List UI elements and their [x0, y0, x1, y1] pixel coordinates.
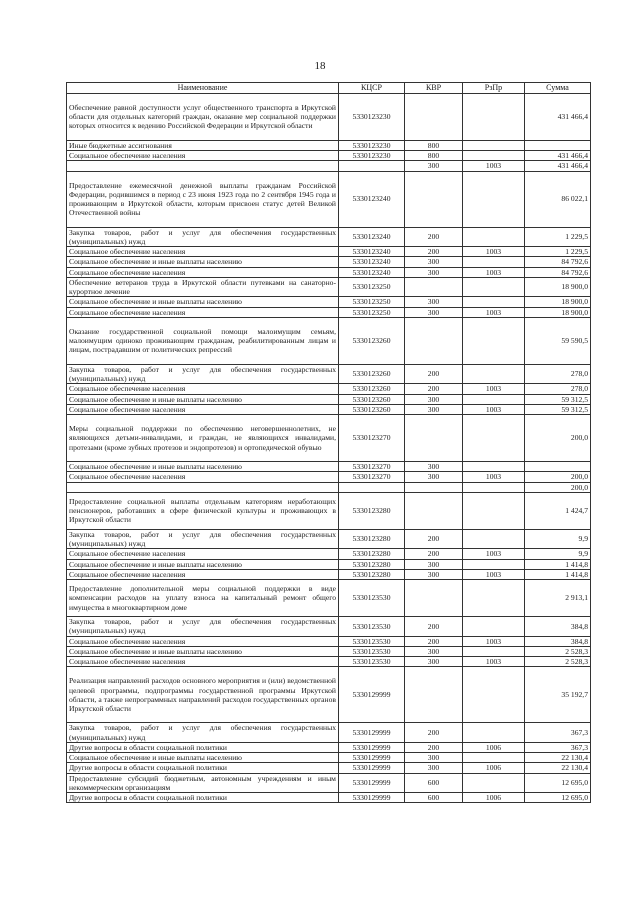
cell-name: Социальное обеспечение населения — [67, 404, 339, 414]
cell-kcsr: 5330123260 — [339, 364, 405, 384]
cell-kvr: 300 — [405, 394, 463, 404]
cell-kvr — [405, 492, 463, 529]
cell-sum: 431 466,4 — [525, 161, 591, 171]
cell-rzpr — [463, 617, 525, 637]
table-row — [67, 492, 591, 529]
cell-name: Закупка товаров, работ и услуг для обеспечения государственных (муниципальных) нужд — [67, 723, 339, 743]
cell-kvr: 300 — [405, 646, 463, 656]
cell-rzpr — [463, 317, 525, 364]
cell-name: Оказание государственной социальной помощи малоимущим семьям, малоимущим одиноко проживающим гражданам, реабилитированным лицам и лицам, пострадавшим от политических репрессий — [67, 317, 339, 364]
table-row — [67, 247, 591, 257]
cell-name: Социальное обеспечение и иные выплаты населению — [67, 257, 339, 267]
cell-rzpr — [463, 492, 525, 529]
cell-sum: 84 792,6 — [525, 267, 591, 277]
cell-kvr: 200 — [405, 636, 463, 646]
cell-rzpr: 1003 — [463, 657, 525, 667]
table-row — [67, 753, 591, 763]
cell-rzpr — [463, 529, 525, 549]
table-row — [67, 559, 591, 569]
cell-kvr: 200 — [405, 617, 463, 637]
cell-sum: 2 913,1 — [525, 580, 591, 617]
cell-name: Закупка товаров, работ и услуг для обеспечения государственных (муниципальных) нужд — [67, 364, 339, 384]
table-row — [67, 462, 591, 472]
cell-kvr: 200 — [405, 247, 463, 257]
cell-name: Социальное обеспечение населения — [67, 267, 339, 277]
cell-kvr — [405, 277, 463, 297]
cell-sum: 2 528,3 — [525, 657, 591, 667]
cell-kvr — [405, 580, 463, 617]
cell-kvr: 300 — [405, 404, 463, 414]
cell-name: Социальное обеспечение и иные выплаты населению — [67, 753, 339, 763]
cell-rzpr — [463, 394, 525, 404]
table-row — [67, 580, 591, 617]
cell-rzpr — [463, 559, 525, 569]
table-row — [67, 763, 591, 773]
cell-name: Иные бюджетные ассигнования — [67, 140, 339, 150]
cell-name: Обеспечение равной доступности услуг общественного транспорта в Иркутской области для отдельных категорий граждан, оказание мер социальной поддержки которых относится к ведению Российской Федерации и Иркутской области — [67, 93, 339, 140]
table-row — [67, 151, 591, 161]
page-number: 18 — [314, 60, 326, 72]
cell-kvr: 300 — [405, 763, 463, 773]
cell-kcsr: 5330123240 — [339, 267, 405, 277]
cell-rzpr: 1003 — [463, 267, 525, 277]
cell-sum: 1 229,5 — [525, 247, 591, 257]
table-row — [67, 277, 591, 297]
cell-kvr: 200 — [405, 227, 463, 247]
cell-sum: 367,3 — [525, 742, 591, 752]
cell-rzpr — [463, 723, 525, 743]
cell-rzpr: 1003 — [463, 549, 525, 559]
table-row — [67, 482, 591, 492]
cell-kvr — [405, 667, 463, 723]
cell-kcsr: 5330123280 — [339, 559, 405, 569]
cell-kcsr: 5330129999 — [339, 723, 405, 743]
cell-rzpr — [463, 227, 525, 247]
cell-kcsr — [339, 161, 405, 171]
cell-rzpr: 1003 — [463, 161, 525, 171]
cell-sum: 384,8 — [525, 636, 591, 646]
cell-kcsr: 5330129999 — [339, 773, 405, 793]
cell-kcsr: 5330123280 — [339, 549, 405, 559]
table-row — [67, 161, 591, 171]
cell-sum: 200,0 — [525, 482, 591, 492]
cell-sum: 278,0 — [525, 384, 591, 394]
table-row — [67, 667, 591, 723]
header-sum: Сумма — [525, 83, 591, 94]
cell-sum: 59 312,5 — [525, 404, 591, 414]
cell-kcsr: 5330123230 — [339, 151, 405, 161]
cell-name: Социальное обеспечение и иные выплаты населению — [67, 394, 339, 404]
table-row — [67, 549, 591, 559]
cell-rzpr — [463, 277, 525, 297]
table-header-row — [67, 83, 591, 94]
cell-rzpr: 1003 — [463, 247, 525, 257]
cell-sum: 367,3 — [525, 723, 591, 743]
cell-sum: 18 900,0 — [525, 297, 591, 307]
cell-kvr: 300 — [405, 161, 463, 171]
cell-rzpr: 1003 — [463, 384, 525, 394]
table-row — [67, 646, 591, 656]
cell-sum: 1 414,8 — [525, 559, 591, 569]
cell-kvr — [405, 171, 463, 227]
cell-rzpr — [463, 462, 525, 472]
cell-sum — [525, 140, 591, 150]
cell-kvr: 300 — [405, 657, 463, 667]
cell-rzpr: 1003 — [463, 569, 525, 579]
cell-kvr: 200 — [405, 529, 463, 549]
cell-name: Социальное обеспечение населения — [67, 307, 339, 317]
cell-sum — [525, 462, 591, 472]
cell-kcsr: 5330123240 — [339, 171, 405, 227]
table-row — [67, 384, 591, 394]
cell-sum: 1 414,8 — [525, 569, 591, 579]
cell-kcsr: 5330123530 — [339, 646, 405, 656]
cell-kcsr: 5330123280 — [339, 569, 405, 579]
cell-kvr: 600 — [405, 773, 463, 793]
header-name: Наименование — [67, 83, 339, 94]
cell-kcsr: 5330129999 — [339, 667, 405, 723]
cell-kcsr: 5330123260 — [339, 404, 405, 414]
cell-kvr: 200 — [405, 723, 463, 743]
cell-kvr: 200 — [405, 364, 463, 384]
cell-sum: 12 695,0 — [525, 793, 591, 803]
cell-name: Социальное обеспечение населения — [67, 247, 339, 257]
cell-sum: 35 192,7 — [525, 667, 591, 723]
table-row — [67, 364, 591, 384]
cell-kvr — [405, 317, 463, 364]
cell-sum: 2 528,3 — [525, 646, 591, 656]
cell-sum: 22 130,4 — [525, 763, 591, 773]
table-row — [67, 793, 591, 803]
cell-kcsr: 5330129999 — [339, 753, 405, 763]
cell-kvr: 300 — [405, 462, 463, 472]
cell-rzpr — [463, 93, 525, 140]
cell-kvr: 200 — [405, 384, 463, 394]
cell-kcsr: 5330123250 — [339, 277, 405, 297]
cell-name: Социальное обеспечение и иные выплаты населению — [67, 297, 339, 307]
table-row — [67, 617, 591, 637]
cell-kcsr: 5330123530 — [339, 657, 405, 667]
cell-kvr: 300 — [405, 267, 463, 277]
cell-rzpr — [463, 151, 525, 161]
table-row — [67, 657, 591, 667]
table-row — [67, 394, 591, 404]
cell-kvr — [405, 415, 463, 462]
table-row — [67, 317, 591, 364]
table-row — [67, 93, 591, 140]
cell-rzpr — [463, 171, 525, 227]
cell-kvr: 800 — [405, 140, 463, 150]
cell-sum: 431 466,4 — [525, 151, 591, 161]
cell-kcsr: 5330123260 — [339, 384, 405, 394]
cell-rzpr — [463, 580, 525, 617]
table-row — [67, 171, 591, 227]
cell-sum: 1 229,5 — [525, 227, 591, 247]
cell-kcsr: 5330123230 — [339, 140, 405, 150]
table-row — [67, 297, 591, 307]
table-row — [67, 307, 591, 317]
header-kvr: КВР — [405, 83, 463, 94]
cell-sum: 59 312,5 — [525, 394, 591, 404]
cell-rzpr — [463, 753, 525, 763]
table-row — [67, 773, 591, 793]
cell-kvr: 300 — [405, 297, 463, 307]
cell-sum: 200,0 — [525, 472, 591, 482]
cell-sum: 431 466,4 — [525, 93, 591, 140]
cell-kvr: 300 — [405, 559, 463, 569]
cell-kcsr: 5330123240 — [339, 227, 405, 247]
table-row — [67, 267, 591, 277]
cell-kcsr: 5330123260 — [339, 394, 405, 404]
cell-kvr: 300 — [405, 257, 463, 267]
cell-name: Социальное обеспечение населения — [67, 472, 339, 482]
cell-kcsr: 5330123240 — [339, 247, 405, 257]
table-row — [67, 723, 591, 743]
cell-kvr: 300 — [405, 472, 463, 482]
cell-rzpr — [463, 667, 525, 723]
cell-name: Реализация направлений расходов основного мероприятия и (или) ведомственной целевой программы, подпрограммы государственной программы Иркутской области, а также непрограммных направлений расходов государственных органов Иркутской области — [67, 667, 339, 723]
cell-sum: 1 424,7 — [525, 492, 591, 529]
cell-rzpr — [463, 482, 525, 492]
cell-sum: 9,9 — [525, 549, 591, 559]
cell-sum: 22 130,4 — [525, 753, 591, 763]
cell-kvr: 300 — [405, 569, 463, 579]
cell-kcsr: 5330123270 — [339, 472, 405, 482]
table-row — [67, 404, 591, 414]
cell-sum: 278,0 — [525, 364, 591, 384]
cell-sum: 18 900,0 — [525, 307, 591, 317]
cell-kcsr: 5330123280 — [339, 529, 405, 549]
cell-name: Другие вопросы в области социальной политики — [67, 763, 339, 773]
table-row — [67, 742, 591, 752]
table-row — [67, 472, 591, 482]
cell-rzpr — [463, 257, 525, 267]
cell-rzpr: 1006 — [463, 763, 525, 773]
cell-name: Социальное обеспечение населения — [67, 636, 339, 646]
cell-kcsr — [339, 482, 405, 492]
cell-rzpr: 1006 — [463, 742, 525, 752]
table-row — [67, 636, 591, 646]
cell-name: Другие вопросы в области социальной политики — [67, 793, 339, 803]
cell-rzpr — [463, 415, 525, 462]
cell-kvr — [405, 93, 463, 140]
cell-rzpr — [463, 773, 525, 793]
cell-rzpr: 1003 — [463, 636, 525, 646]
cell-rzpr — [463, 646, 525, 656]
cell-rzpr — [463, 364, 525, 384]
cell-name: Социальное обеспечение и иные выплаты населению — [67, 646, 339, 656]
cell-name: Закупка товаров, работ и услуг для обеспечения государственных (муниципальных) нужд — [67, 617, 339, 637]
table-row — [67, 140, 591, 150]
cell-rzpr: 1003 — [463, 404, 525, 414]
table-row — [67, 257, 591, 267]
cell-sum: 384,8 — [525, 617, 591, 637]
cell-name: Социальное обеспечение населения — [67, 657, 339, 667]
cell-kcsr: 5330129999 — [339, 793, 405, 803]
cell-sum: 200,0 — [525, 415, 591, 462]
cell-name: Закупка товаров, работ и услуг для обеспечения государственных (муниципальных) нужд — [67, 227, 339, 247]
cell-kcsr: 5330123530 — [339, 617, 405, 637]
cell-name: Меры социальной поддержки по обеспечению неговершеннолетних, не являющихся детьми-инвалидами, и граждан, не являющихся инвалидами, протезами (кроме зубных протезов и эндопротезов) и ортопедической обувью — [67, 415, 339, 462]
table-row — [67, 227, 591, 247]
cell-name: Социальное обеспечение и иные выплаты населению — [67, 559, 339, 569]
cell-name: Предоставление субсидий бюджетным, автономным учреждениям и иным некоммерческим организациям — [67, 773, 339, 793]
cell-kcsr: 5330123230 — [339, 93, 405, 140]
header-rzpr: РзПр — [463, 83, 525, 94]
cell-sum: 9,9 — [525, 529, 591, 549]
cell-kcsr: 5330123270 — [339, 415, 405, 462]
cell-kvr: 800 — [405, 151, 463, 161]
cell-sum: 12 695,0 — [525, 773, 591, 793]
cell-name: Закупка товаров, работ и услуг для обеспечения государственных (муниципальных) нужд — [67, 529, 339, 549]
table-row — [67, 569, 591, 579]
cell-name: Обеспечение ветеранов труда в Иркутской области путевками на санаторно-курортное лечение — [67, 277, 339, 297]
cell-sum: 84 792,6 — [525, 257, 591, 267]
cell-kcsr: 5330123250 — [339, 297, 405, 307]
cell-name: Социальное обеспечение населения — [67, 549, 339, 559]
cell-kvr: 200 — [405, 549, 463, 559]
cell-name: Предоставление ежемесячной денежной выплаты гражданам Российской Федерации, родившимся в период с 23 июня 1923 года по 2 сентября 1945 года и проживающим в Иркутской области, которым присвоен статус детей Великой Отечественной войны — [67, 171, 339, 227]
cell-kcsr: 5330123260 — [339, 317, 405, 364]
cell-kvr: 300 — [405, 307, 463, 317]
cell-rzpr: 1006 — [463, 793, 525, 803]
cell-name: Социальное обеспечение населения — [67, 384, 339, 394]
cell-name — [67, 482, 339, 492]
table-row — [67, 415, 591, 462]
cell-name: Предоставление социальной выплаты отдельным категориям неработающих пенсионеров, работавших в сфере физической культуры и проживающих в Иркутской области — [67, 492, 339, 529]
cell-kcsr: 5330123240 — [339, 257, 405, 267]
cell-kcsr: 5330123530 — [339, 580, 405, 617]
budget-table — [66, 82, 591, 803]
cell-kcsr: 5330123250 — [339, 307, 405, 317]
header-kcsr: КЦСР — [339, 83, 405, 94]
cell-rzpr — [463, 140, 525, 150]
cell-name: Социальное обеспечение населения — [67, 151, 339, 161]
cell-rzpr: 1003 — [463, 472, 525, 482]
cell-kvr: 300 — [405, 753, 463, 763]
cell-sum: 18 900,0 — [525, 277, 591, 297]
cell-kvr: 200 — [405, 742, 463, 752]
cell-sum: 59 590,5 — [525, 317, 591, 364]
cell-name — [67, 161, 339, 171]
cell-kcsr: 5330123280 — [339, 492, 405, 529]
cell-kcsr: 5330123530 — [339, 636, 405, 646]
cell-sum: 86 022,1 — [525, 171, 591, 227]
table-body — [67, 93, 591, 803]
cell-rzpr: 1003 — [463, 307, 525, 317]
cell-kcsr: 5330129999 — [339, 742, 405, 752]
cell-name: Социальное обеспечение населения — [67, 569, 339, 579]
cell-rzpr — [463, 297, 525, 307]
cell-kcsr: 5330123270 — [339, 462, 405, 472]
table-row — [67, 529, 591, 549]
cell-name: Социальное обеспечение и иные выплаты населению — [67, 462, 339, 472]
cell-kcsr: 5330129999 — [339, 763, 405, 773]
cell-kvr — [405, 482, 463, 492]
cell-kvr: 600 — [405, 793, 463, 803]
cell-name: Другие вопросы в области социальной политики — [67, 742, 339, 752]
cell-name: Предоставление дополнительной меры социальной поддержки в виде компенсации расходов на уплату взноса на капитальный ремонт общего имущества в многоквартирном доме — [67, 580, 339, 617]
